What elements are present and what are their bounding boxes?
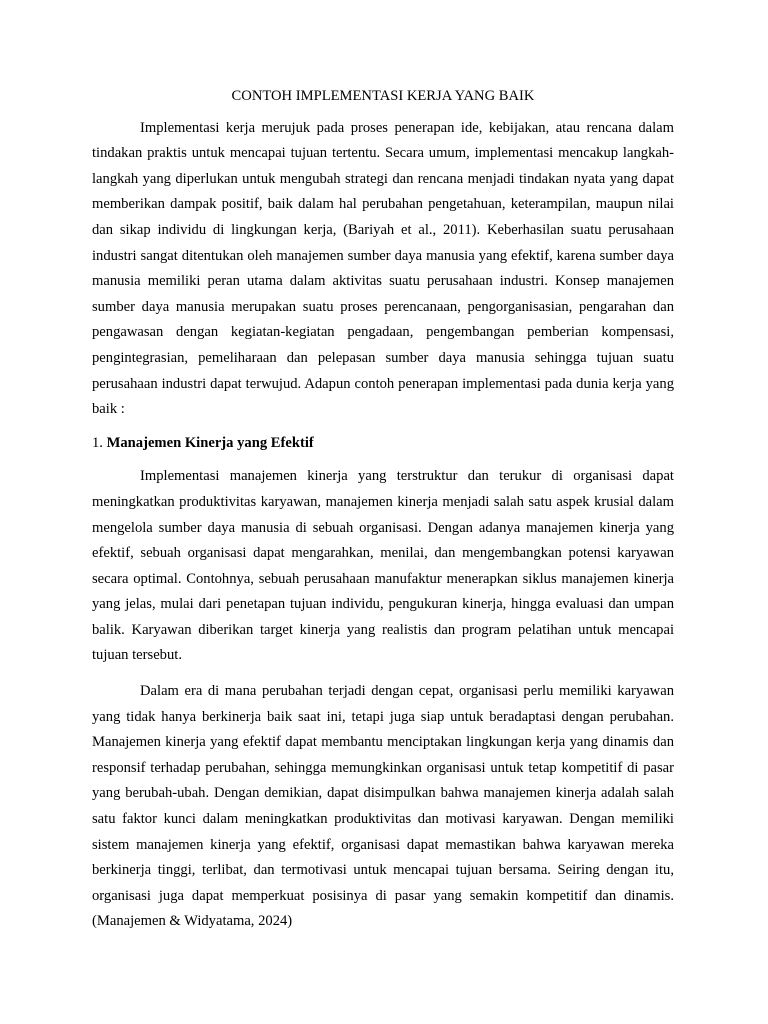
document-page: [92, 84, 674, 935]
document-title: CONTOH IMPLEMENTASI KERJA YANG BAIK: [231, 88, 535, 104]
section-heading: [92, 431, 674, 457]
section-paragraph-1: Implementasi manajemen kinerja yang terstruktur dan terukur di organisasi dapat meningkatkan produktivitas karyawan, manajemen kinerja menjadi salah satu aspek krusial dalam mengelola sumber daya manusia di sebuah organisasi. Dengan adanya manajemen kinerja yang efektif, sebuah organisasi dapat mengarahkan, menilai, dan mengembangkan potensi karyawan secara optimal. Contohnya, sebuah perusahaan manufaktur menerapkan siklus manajemen kinerja yang jelas, mulai dari penetapan tujuan individu, pengukuran kinerja, hingga evaluasi dan umpan balik. Karyawan diberikan target kinerja yang realistis dan program pelatihan untuk mencapai tujuan tersebut.: [92, 468, 674, 664]
intro-paragraph: Implementasi kerja merujuk pada proses penerapan ide, kebijakan, atau rencana dalam tindakan praktis untuk mencapai tujuan tertentu. Secara umum, implementasi mencakup langkah-langkah yang diperlukan untuk mengubah strategi dan rencana menjadi tindakan nyata yang dapat memberikan dampak positif, baik dalam hal perubahan pengetahuan, keterampilan, maupun nilai dan sikap individu di lingkungan kerja, (Bariyah et al., 2011). Keberhasilan suatu perusahaan industri sangat ditentukan oleh manajemen sumber daya manusia yang efektif, karena sumber daya manusia memiliki peran utama dalam aktivitas suatu perusahaan industri. Konsep manajemen sumber daya manusia merupakan suatu proses perencanaan, pengorganisasian, pengarahan dan pengawasan dengan kegiatan-kegiatan pengadaan, pengembangan pemberian kompensasi, pengintegrasian, pemeliharaan dan pelepasan sumber daya manusia sehingga tujuan suatu perusahaan industri dapat terwujud. Adapun contoh penerapan implementasi pada dunia kerja yang baik :: [92, 119, 674, 418]
section-paragraph-2: Dalam era di mana perubahan terjadi dengan cepat, organisasi perlu memiliki karyawan yang tidak hanya berkinerja baik saat ini, tetapi juga siap untuk beradaptasi dengan perubahan. Manajemen kinerja yang efektif dapat membantu menciptakan lingkungan kerja yang dinamis dan responsif terhadap perubahan, sehingga memungkinkan organisasi untuk tetap kompetitif di pasar yang berubah-ubah. Dengan demikian, dapat disimpulkan bahwa manajemen kinerja adalah salah satu faktor kunci dalam meningkatkan produktivitas dan motivasi karyawan. Dengan memiliki sistem manajemen kinerja yang efektif, organisasi dapat memastikan bahwa karyawan mereka berkinerja tinggi, terlibat, dan termotivasi untuk mencapai tujuan bersama. Seiring dengan itu, organisasi juga dapat memperkuat posisinya di pasar yang semakin kompetitif dan dinamis.(Manajemen & Widyatama, 2024): [92, 683, 674, 930]
section-number: 1.: [92, 434, 103, 451]
section-title: Manajemen Kinerja yang Efektif: [106, 434, 314, 451]
